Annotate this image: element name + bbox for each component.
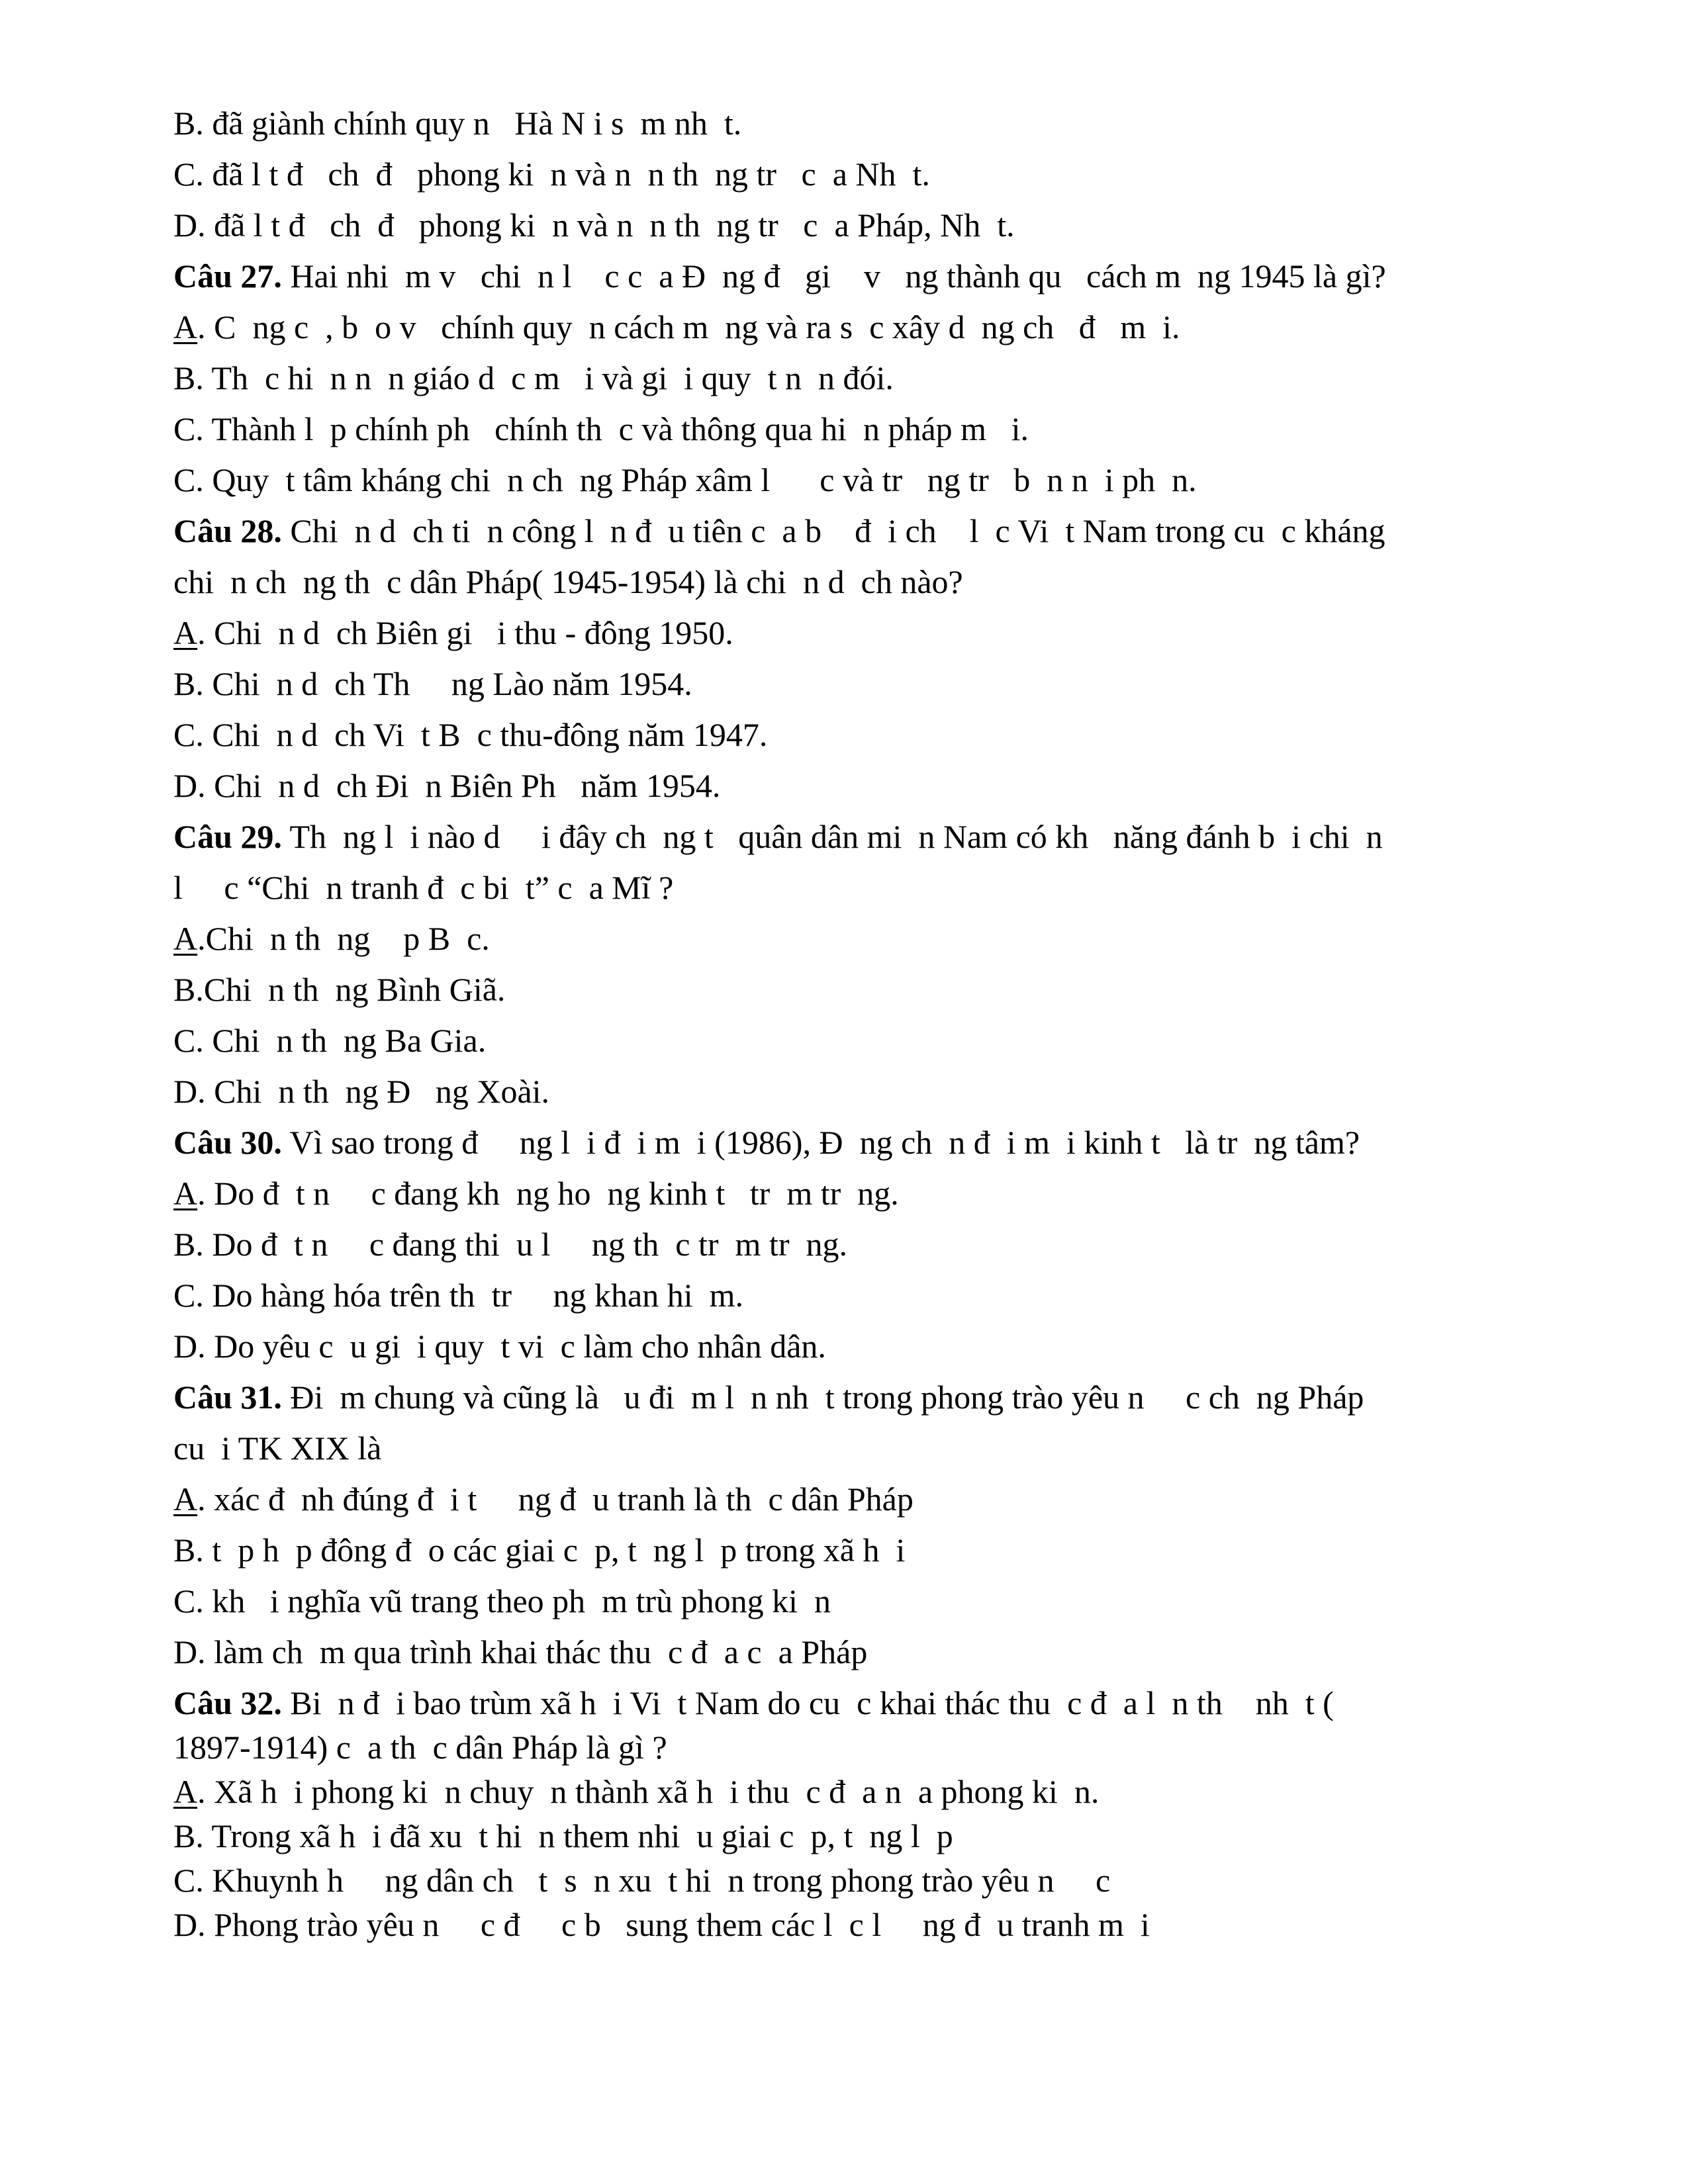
option-text: C. Khuynh h ng dân ch t s n xu t hi n trong phong trào yêu n c bbox=[173, 1862, 1111, 1899]
question-text: chi n ch ng th c dân Pháp( 1945-1954) là chi n d ch nào? bbox=[173, 563, 963, 600]
question-continuation bbox=[173, 1423, 1583, 1474]
correct-option bbox=[173, 1168, 1583, 1219]
question-text: Hai nhi m v chi n l c c a Đ ng đ gi v ng thành qu cách m ng 1945 là gì? bbox=[281, 257, 1386, 295]
correct-option bbox=[173, 1474, 1583, 1525]
answer-option bbox=[173, 1270, 1583, 1321]
option-text: D. đã l t đ ch đ phong ki n và n n th ng tr c a Pháp, Nh t. bbox=[173, 206, 1015, 244]
answer-option bbox=[173, 1066, 1583, 1117]
answer-option bbox=[173, 1321, 1583, 1372]
question-heading bbox=[173, 251, 1583, 302]
question-number: Câu 32. bbox=[173, 1684, 282, 1721]
question-number: Câu 29. bbox=[173, 818, 282, 855]
answer-option bbox=[173, 1576, 1583, 1627]
answer-option bbox=[173, 1899, 1583, 1944]
option-text: B. Chi n d ch Th ng Lào năm 1954. bbox=[173, 665, 692, 702]
question-heading bbox=[173, 1678, 1583, 1722]
answer-option bbox=[173, 1219, 1583, 1270]
option-text: C. Chi n th ng Ba Gia. bbox=[173, 1022, 487, 1059]
answer-key-letter: A bbox=[173, 1773, 198, 1810]
option-text: B. Th c hi n n n giáo d c m i và gi i quy t n n đói. bbox=[173, 359, 894, 396]
option-text: D. Chi n d ch Đi n Biên Ph năm 1954. bbox=[173, 767, 721, 804]
option-text: B. Trong xã h i đã xu t hi n them nhi u giai c p, t ng l p bbox=[173, 1817, 953, 1854]
option-text: . xác đ nh đúng đ i t ng đ u tranh là th c dân Pháp bbox=[197, 1480, 914, 1518]
option-text: C. Quy t tâm kháng chi n ch ng Pháp xâm l c và tr ng tr b n n i ph n. bbox=[173, 461, 1197, 498]
question-text: 1897-1914) c a th c dân Pháp là gì ? bbox=[173, 1729, 667, 1766]
option-text: . Xã h i phong ki n chuy n thành xã h i thu c đ a n a phong ki n. bbox=[197, 1773, 1100, 1810]
option-text: . C ng c , b o v chính quy n cách m ng và ra s c xây d ng ch đ m i. bbox=[197, 308, 1180, 345]
answer-option bbox=[173, 709, 1583, 760]
answer-option bbox=[173, 404, 1583, 455]
question-heading bbox=[173, 506, 1583, 557]
option-text: B. Do đ t n c đang thi u l ng th c tr m tr ng. bbox=[173, 1226, 847, 1263]
option-text: B.Chi n th ng Bình Giã. bbox=[173, 971, 506, 1008]
option-text: D. Chi n th ng Đ ng Xoài. bbox=[173, 1073, 550, 1110]
answer-option bbox=[173, 200, 1583, 251]
answer-key-letter: A bbox=[173, 614, 198, 651]
option-text: C. kh i nghĩa vũ trang theo ph m trù phong ki n bbox=[173, 1582, 831, 1619]
answer-option bbox=[173, 1855, 1583, 1899]
question-text: cu i TK XIX là bbox=[173, 1430, 382, 1467]
answer-option bbox=[173, 149, 1583, 200]
question-number: Câu 30. bbox=[173, 1124, 282, 1161]
option-text: . Do đ t n c đang kh ng ho ng kinh t tr m tr ng. bbox=[197, 1175, 899, 1212]
question-number: Câu 27. bbox=[173, 257, 282, 295]
option-text: C. Chi n d ch Vi t B c thu-đông năm 1947. bbox=[173, 716, 768, 753]
option-text: B. đã giành chính quy n Hà N i s m nh t. bbox=[173, 105, 742, 142]
option-text: .Chi n th ng p B c. bbox=[197, 920, 490, 957]
answer-option bbox=[173, 1015, 1583, 1066]
correct-option bbox=[173, 302, 1583, 353]
answer-option bbox=[173, 98, 1583, 149]
question-text: Th ng l i nào d i đây ch ng t quân dân mi n Nam có kh năng đánh b i chi n bbox=[281, 818, 1383, 855]
question-continuation bbox=[173, 557, 1583, 608]
answer-option bbox=[173, 964, 1583, 1015]
answer-option bbox=[173, 1811, 1583, 1855]
answer-option bbox=[173, 1525, 1583, 1576]
option-text: D. làm ch m qua trình khai thác thu c đ a c a Pháp bbox=[173, 1633, 868, 1670]
question-text: l c “Chi n tranh đ c bi t” c a Mĩ ? bbox=[173, 869, 674, 906]
question-list bbox=[173, 98, 1583, 1944]
question-number: Câu 31. bbox=[173, 1379, 282, 1416]
answer-option bbox=[173, 760, 1583, 811]
option-text: D. Phong trào yêu n c đ c b sung them các l c l ng đ u tranh m i bbox=[173, 1906, 1150, 1943]
question-heading bbox=[173, 1117, 1583, 1168]
option-text: B. t p h p đông đ o các giai c p, t ng l p trong xã h i bbox=[173, 1531, 906, 1569]
answer-option bbox=[173, 353, 1583, 404]
option-text: D. Do yêu c u gi i quy t vi c làm cho nhân dân. bbox=[173, 1328, 826, 1365]
option-text: . Chi n d ch Biên gi i thu - đông 1950. bbox=[197, 614, 733, 651]
option-text: C. Thành l p chính ph chính th c và thông qua hi n pháp m i. bbox=[173, 410, 1029, 447]
answer-option bbox=[173, 1627, 1583, 1678]
answer-key-letter: A bbox=[173, 920, 198, 957]
correct-option bbox=[173, 913, 1583, 964]
answer-option bbox=[173, 455, 1583, 506]
correct-option bbox=[173, 1766, 1583, 1811]
correct-option bbox=[173, 608, 1583, 659]
question-number: Câu 28. bbox=[173, 512, 282, 549]
question-text: Vì sao trong đ ng l i đ i m i (1986), Đ ng ch n đ i m i kinh t là tr ng tâm? bbox=[281, 1124, 1360, 1161]
question-continuation bbox=[173, 862, 1583, 913]
answer-option bbox=[173, 659, 1583, 709]
answer-key-letter: A bbox=[173, 308, 198, 345]
answer-key-letter: A bbox=[173, 1175, 198, 1212]
question-text: Bi n đ i bao trùm xã h i Vi t Nam do cu c khai thác thu c đ a l n th nh t ( bbox=[281, 1684, 1334, 1721]
option-text: C. Do hàng hóa trên th tr ng khan hi m. bbox=[173, 1277, 743, 1314]
option-text: C. đã l t đ ch đ phong ki n và n n th ng tr c a Nh t. bbox=[173, 156, 930, 193]
question-text: Đi m chung và cũng là u đi m l n nh t trong phong trào yêu n c ch ng Pháp bbox=[281, 1379, 1364, 1416]
answer-key-letter: A bbox=[173, 1480, 198, 1518]
question-continuation bbox=[173, 1722, 1583, 1766]
question-heading bbox=[173, 1372, 1583, 1423]
question-heading bbox=[173, 811, 1583, 862]
question-text: Chi n d ch ti n công l n đ u tiên c a b đ i ch l c Vi t Nam trong cu c kháng bbox=[281, 512, 1385, 549]
